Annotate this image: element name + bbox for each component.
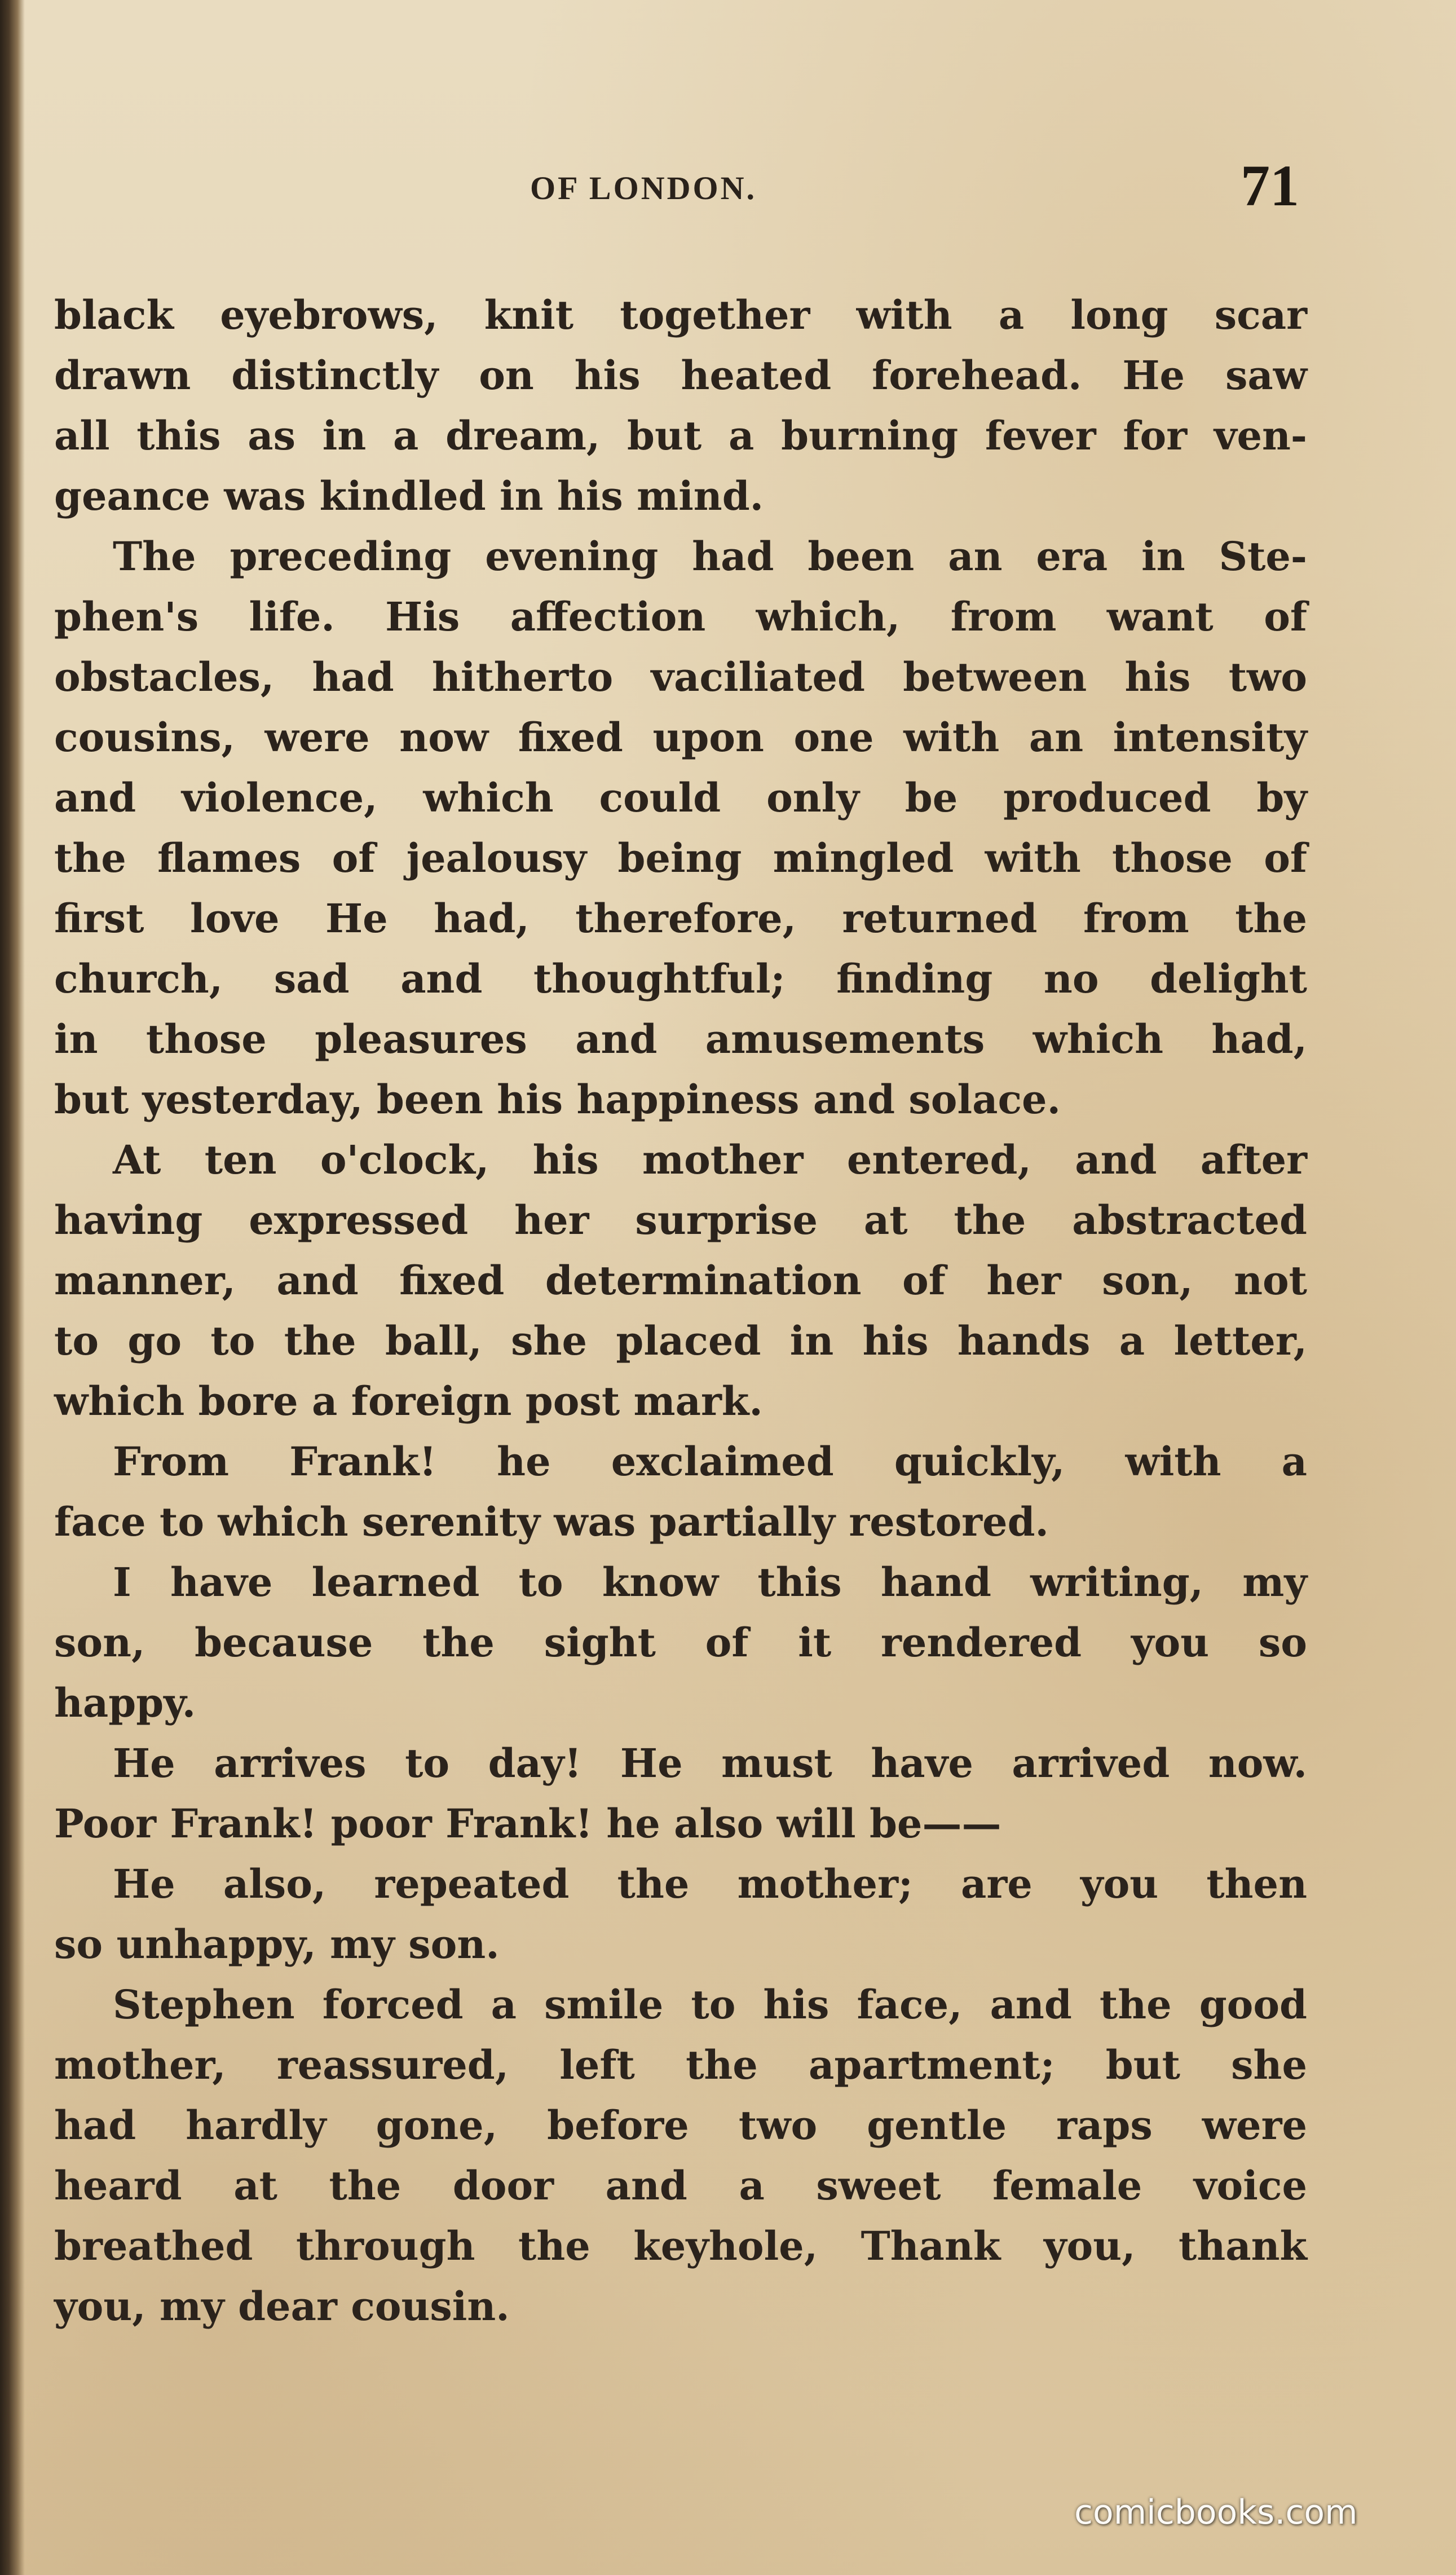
watermark: comicbooks.com <box>1074 2493 1358 2532</box>
text-line: Poor Frank! poor Frank! he also will be—— <box>54 1800 1001 1847</box>
text-line: so unhappy, my son. <box>54 1921 500 1968</box>
text-line: geance was kindled in his mind. <box>54 473 764 519</box>
text-line: all this as in a dream, but a burning fever for ven- <box>54 412 1307 459</box>
text-line: obstacles, had hitherto vaciliated between his two <box>54 654 1307 700</box>
text-line: breathed through the keyhole, Thank you, thank <box>54 2223 1307 2269</box>
text-line: first love He had, therefore, returned from the <box>54 895 1307 942</box>
text-line: but yesterday, been his happiness and solace. <box>54 1076 1061 1123</box>
text-line: He also, repeated the mother; are you then <box>113 1860 1307 1907</box>
text-line: From Frank! he exclaimed quickly, with a <box>113 1438 1307 1485</box>
text-line: which bore a foreign post mark. <box>54 1378 763 1425</box>
text-line: manner, and fixed determination of her son, not <box>54 1257 1307 1304</box>
text-line: the flames of jealousy being mingled with those of <box>54 835 1307 881</box>
page-number: 71 <box>1241 153 1299 218</box>
text-line: and violence, which could only be produced by <box>54 774 1307 821</box>
text-line: I have learned to know this hand writing, my <box>113 1559 1307 1606</box>
text-line: having expressed her surprise at the abstracted <box>54 1197 1307 1244</box>
page-header <box>0 147 1456 218</box>
text-line: son, because the sight of it rendered you so <box>54 1619 1307 1666</box>
text-line: church, sad and thoughtful; finding no delight <box>54 955 1307 1002</box>
text-line: to go to the ball, she placed in his hands a letter, <box>54 1317 1307 1364</box>
text-line: you, my dear cousin. <box>54 2283 510 2330</box>
running-head: OF LONDON. <box>530 170 757 206</box>
text-line: in those pleasures and amusements which had, <box>54 1016 1307 1062</box>
text-line: Stephen forced a smile to his face, and the good <box>113 1981 1307 2028</box>
body-text <box>54 285 1307 2336</box>
text-line: cousins, were now fixed upon one with an intensity <box>54 714 1307 761</box>
text-line: The preceding evening had been an era in Ste- <box>113 533 1307 580</box>
text-line: face to which serenity was partially restored. <box>54 1498 1049 1545</box>
text-line: happy. <box>54 1679 196 1726</box>
text-line: phen's life. His affection which, from want of <box>54 593 1307 640</box>
text-line: black eyebrows, knit together with a long scar <box>54 292 1307 338</box>
text-line: He arrives to day! He must have arrived now. <box>113 1740 1307 1787</box>
text-line: had hardly gone, before two gentle raps were <box>54 2102 1307 2149</box>
text-line: drawn distinctly on his heated forehead. He saw <box>54 352 1307 399</box>
text-line: At ten o'clock, his mother entered, and after <box>113 1136 1307 1183</box>
text-line: mother, reassured, left the apartment; but she <box>54 2042 1307 2088</box>
page-binding-edge <box>0 0 25 2575</box>
text-line: heard at the door and a sweet female voice <box>54 2162 1307 2209</box>
